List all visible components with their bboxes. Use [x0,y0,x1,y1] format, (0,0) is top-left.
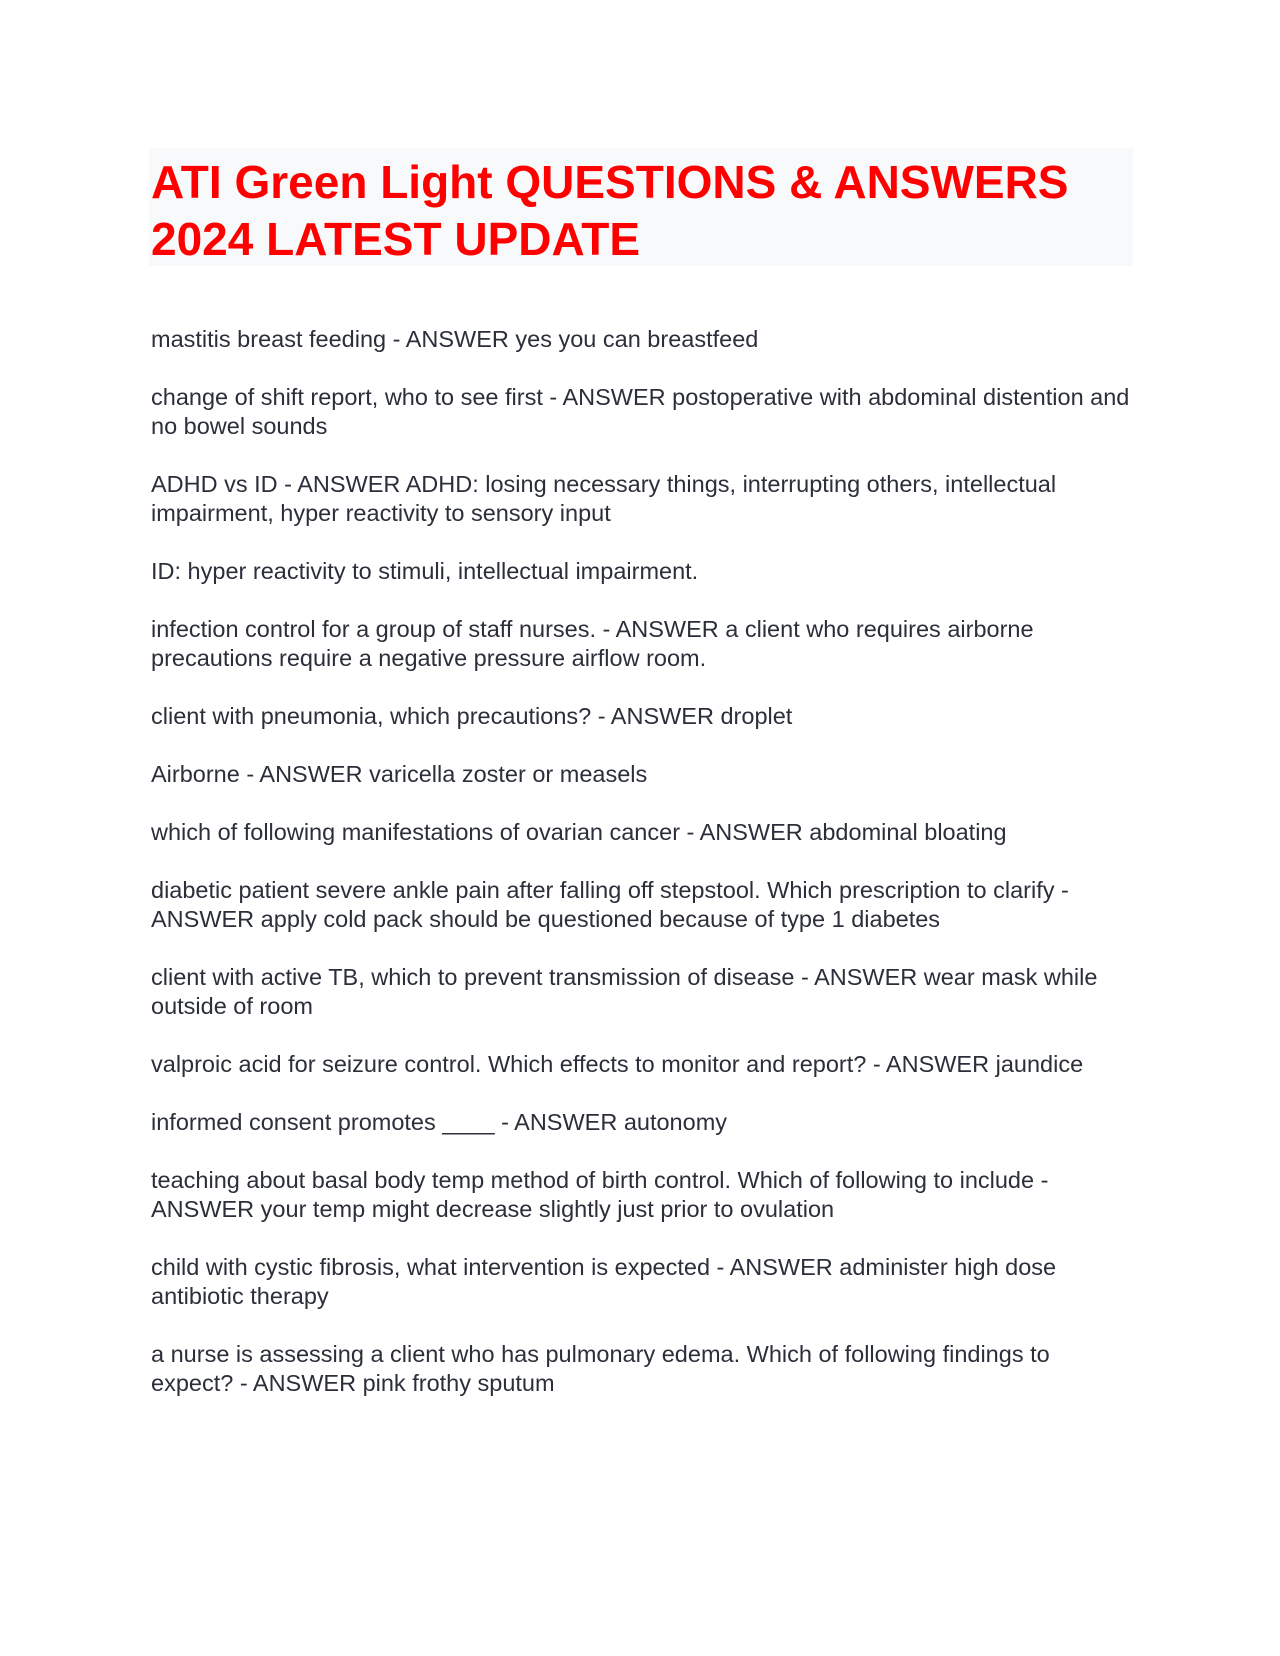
qa-item: ID: hyper reactivity to stimuli, intellectual impairment. [151,558,699,584]
qa-item: infection control for a group of staff nurses. - ANSWER a client who requires airborne precautions require a negative pressure airflow room. [151,616,1034,671]
qa-item: teaching about basal body temp method of birth control. Which of following to include - ANSWER your temp might decrease slightly just prior to ovulation [151,1167,1049,1222]
qa-item: valproic acid for seizure control. Which effects to monitor and report? - ANSWER jaundice [151,1051,1084,1077]
qa-item: client with pneumonia, which precautions? - ANSWER droplet [151,703,793,729]
document-title: ATI Green Light QUESTIONS & ANSWERS 2024 LATEST UPDATE [151,156,1069,265]
qa-list [151,325,1131,1427]
qa-item: mastitis breast feeding - ANSWER yes you can breastfeed [151,326,759,352]
qa-item: a nurse is assessing a client who has pulmonary edema. Which of following findings to expect? - ANSWER pink frothy sputum [151,1341,1050,1396]
qa-item: change of shift report, who to see first - ANSWER postoperative with abdominal distention and no bowel sounds [151,384,1130,439]
qa-item: client with active TB, which to prevent transmission of disease - ANSWER wear mask while outside of room [151,964,1098,1019]
qa-item: which of following manifestations of ovarian cancer - ANSWER abdominal bloating [151,819,1007,845]
qa-item: diabetic patient severe ankle pain after falling off stepstool. Which prescription to clarify - ANSWER apply cold pack should be questioned because of type 1 diabetes [151,877,1069,932]
qa-item: child with cystic fibrosis, what intervention is expected - ANSWER administer high dose antibiotic therapy [151,1254,1057,1309]
title-banner [149,148,1133,266]
qa-item: informed consent promotes ____ - ANSWER autonomy [151,1109,728,1135]
qa-item: Airborne - ANSWER varicella zoster or measels [151,761,648,787]
qa-item: ADHD vs ID - ANSWER ADHD: losing necessary things, interrupting others, intellectual impairment, hyper reactivity to sensory input [151,471,1057,526]
